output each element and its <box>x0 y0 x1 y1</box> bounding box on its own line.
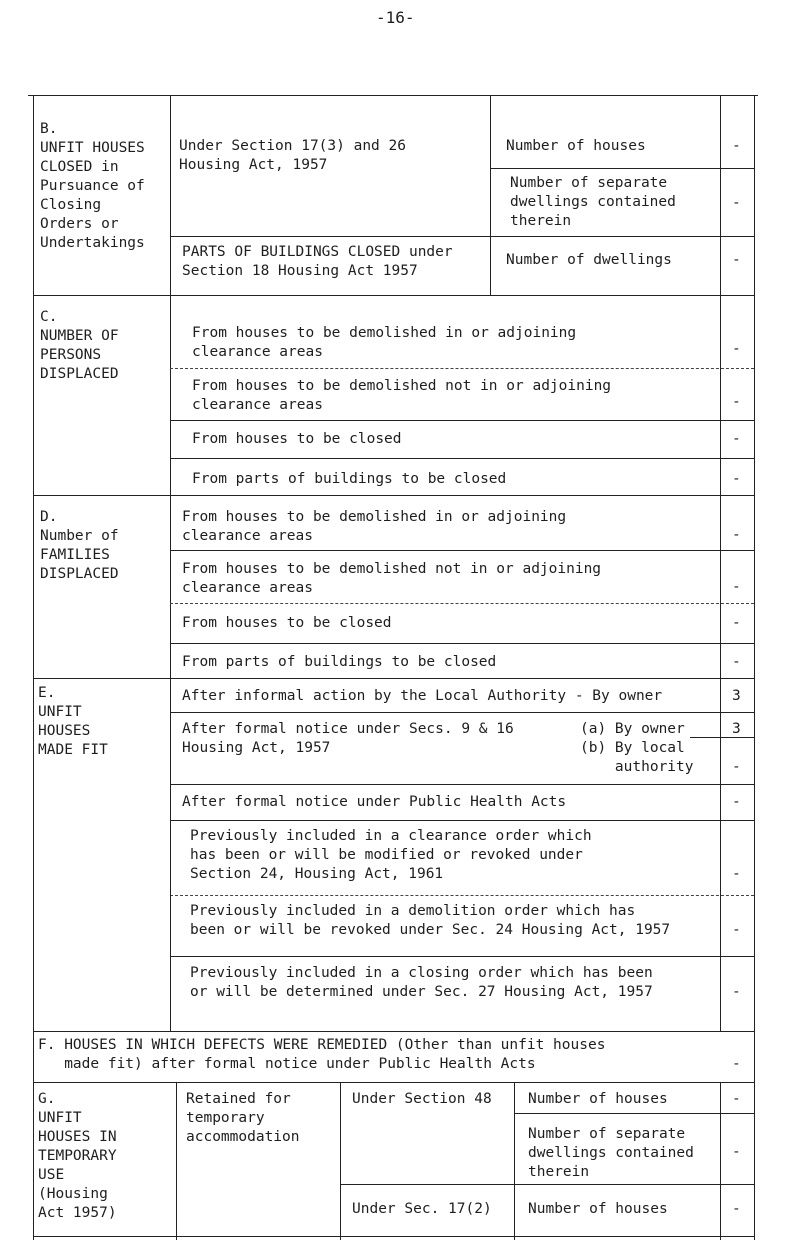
rule-left-edge <box>33 95 34 1240</box>
section-g-separate-dwellings-value: - <box>732 1144 741 1160</box>
rule-e-formal <box>170 784 754 785</box>
rule-b-sep <box>170 236 754 237</box>
section-b-number-of-houses: Number of houses <box>506 138 646 154</box>
section-g-separate-dwellings: Number of separate dwellings contained therein <box>528 1126 694 1180</box>
section-e-public-health-value: - <box>732 794 741 810</box>
section-d-row-1: From houses to be demolished in or adjoining clearance areas <box>182 509 567 544</box>
section-e-demolition-order: Previously included in a demolition order which has been or will be revoked under Sec. 24 Housing Act, 1957 <box>190 903 671 938</box>
rule-c-value <box>720 295 721 495</box>
section-c-row-1: From houses to be demolished in or adjoining clearance areas <box>192 325 577 360</box>
section-d-row-2-value: - <box>732 579 741 595</box>
page-number: -16- <box>376 8 415 27</box>
rule-section-e-top <box>33 678 754 679</box>
rule-g-label-column <box>176 1082 177 1240</box>
rule-e-label-column <box>170 678 171 1031</box>
section-c-row-4: From parts of buildings to be closed <box>192 471 507 487</box>
section-d-row-3-value: - <box>732 615 741 631</box>
section-g-under-sec-17: Under Sec. 17(2) <box>352 1201 492 1217</box>
rule-c-row-3 <box>170 458 754 459</box>
rule-b-mid <box>490 95 491 295</box>
section-e-clearance-order-value: - <box>732 866 741 882</box>
section-d-row-4-value: - <box>732 654 741 670</box>
section-e-demolition-order-value: - <box>732 922 741 938</box>
section-g-number-of-houses-2-value: - <box>732 1201 741 1217</box>
rule-e-clearance <box>170 895 754 896</box>
section-c-row-2: From houses to be demolished not in or adjoining clearance areas <box>192 378 612 413</box>
rule-e-demolition <box>170 956 754 957</box>
rule-d-row-2 <box>170 603 754 604</box>
rule-d-value <box>720 495 721 695</box>
section-e-informal-value: 3 <box>732 688 741 704</box>
section-f-value: - <box>732 1056 741 1072</box>
section-d-row-4: From parts of buildings to be closed <box>182 654 497 670</box>
section-g-label: G. UNFIT HOUSES IN TEMPORARY USE (Housing Act 1957) <box>38 1091 117 1221</box>
rule-e-informal <box>170 712 754 713</box>
rule-g-houses-sep <box>514 1113 754 1114</box>
rule-right-edge <box>754 95 755 1240</box>
section-b-separate-dwellings: Number of separate dwellings contained therein <box>510 175 676 229</box>
section-b-number-of-houses-value: - <box>732 138 741 154</box>
section-d-label: D. Number of FAMILIES DISPLACED <box>40 509 119 582</box>
section-b-separate-dwellings-value: - <box>732 195 741 211</box>
section-b-under-section: Under Section 17(3) and 26 Housing Act, 1957 <box>179 138 406 173</box>
rule-e-formal-a <box>690 737 754 738</box>
section-b-label: B. UNFIT HOUSES CLOSED in Pursuance of Closing Orders or Undertakings <box>40 121 145 251</box>
section-e-formal-b-value: - <box>732 759 741 775</box>
section-e-closing-order-value: - <box>732 984 741 1000</box>
rule-label-column <box>170 95 171 753</box>
section-e-formal-b: (b) By local authority <box>580 740 694 775</box>
rule-c-row-1 <box>170 368 754 369</box>
rule-g-mid <box>514 1082 515 1240</box>
section-d-row-1-value: - <box>732 527 741 543</box>
section-g-retained: Retained for temporary accommodation <box>186 1091 300 1145</box>
section-e-formal-a: (a) By owner <box>580 721 685 737</box>
section-e-label: E. UNFIT HOUSES MADE FIT <box>38 685 108 758</box>
section-c-row-2-value: - <box>732 394 741 410</box>
rule-section-f-top <box>33 1031 754 1032</box>
section-f-text: F. HOUSES IN WHICH DEFECTS WERE REMEDIED (Other than unfit houses made fit) after formal notice under Public Health Acts <box>38 1037 606 1072</box>
rule-section-c-top <box>33 295 754 296</box>
section-e-informal: After informal action by the Local Authority - By owner <box>182 688 663 704</box>
rule-c-row-2 <box>170 420 754 421</box>
section-d-row-2: From houses to be demolished not in or adjoining clearance areas <box>182 561 602 596</box>
rule-d-row-3 <box>170 643 754 644</box>
rule-d-row-1 <box>170 550 754 551</box>
section-d-row-3: From houses to be closed <box>182 615 392 631</box>
rule-top <box>28 95 758 96</box>
section-b-number-of-dwellings-value: - <box>732 252 741 268</box>
section-c-row-1-value: - <box>732 341 741 357</box>
rule-g-sep <box>340 1184 754 1185</box>
section-e-formal-a-value: 3 <box>732 721 741 737</box>
section-b-parts-closed: PARTS OF BUILDINGS CLOSED under Section 18 Housing Act 1957 <box>182 244 453 279</box>
section-g-number-of-houses-value: - <box>732 1091 741 1107</box>
section-c-row-3: From houses to be closed <box>192 431 402 447</box>
rule-b-value <box>720 95 721 295</box>
rule-bottom <box>33 1236 754 1237</box>
section-e-closing-order: Previously included in a closing order which has been or will be determined under Sec. 27 Housing Act, 1957 <box>190 965 653 1000</box>
section-e-clearance-order: Previously included in a clearance order which has been or will be modified or revoked under Section 24, Housing Act, 1961 <box>190 828 592 882</box>
section-g-number-of-houses: Number of houses <box>528 1091 668 1107</box>
section-c-row-3-value: - <box>732 431 741 447</box>
rule-g-retained <box>340 1082 341 1240</box>
rule-b-houses-sep <box>490 168 754 169</box>
rule-e-public-health <box>170 820 754 821</box>
section-g-under-section-48: Under Section 48 <box>352 1091 492 1107</box>
section-g-number-of-houses-2: Number of houses <box>528 1201 668 1217</box>
rule-e-value <box>720 678 721 1031</box>
section-e-public-health: After formal notice under Public Health Acts <box>182 794 567 810</box>
section-e-formal-left: After formal notice under Secs. 9 & 16 Housing Act, 1957 <box>182 721 514 756</box>
rule-section-d-top <box>33 495 754 496</box>
rule-g-value <box>720 1082 721 1240</box>
section-c-row-4-value: - <box>732 471 741 487</box>
section-c-label: C. NUMBER OF PERSONS DISPLACED <box>40 309 119 382</box>
rule-section-g-top <box>33 1082 754 1083</box>
section-b-number-of-dwellings: Number of dwellings <box>506 252 672 268</box>
